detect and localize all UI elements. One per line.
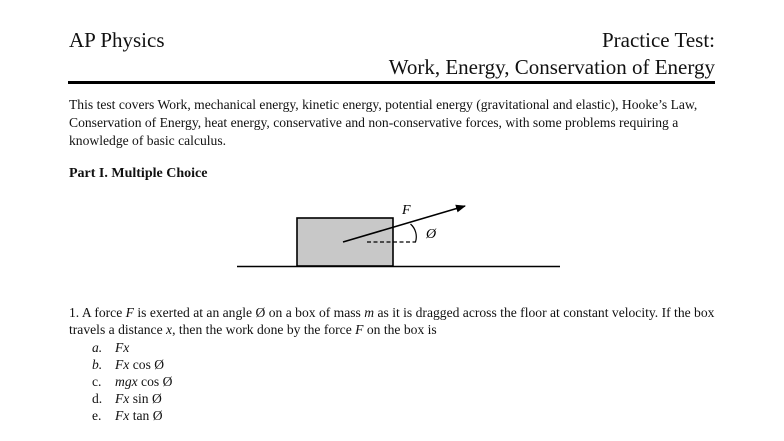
- test-title-line-2: Work, Energy, Conservation of Energy: [388, 55, 715, 79]
- part-heading: Part I. Multiple Choice: [69, 166, 208, 181]
- force-label: F: [402, 203, 411, 218]
- question-1-stem: 1. A force F is exerted at an angle Ø on a box of mass m as it is dragged across the floor at constant velocity. If the box travels a distance x, then the work done by the force F on the box is: [69, 305, 715, 337]
- course-name: AP Physics: [69, 28, 165, 52]
- intro-paragraph: This test covers Work, mechanical energy, kinetic energy, potential energy (gravitational and elastic), Hooke’s Law, Conservation of Energy, heat energy, conservative and non-conservative forces, with some problems requiring a knowledge of basic calculus.: [69, 97, 698, 148]
- question-number: 1.: [69, 305, 80, 320]
- angle-arc: [411, 224, 417, 242]
- angle-label: Ø: [426, 227, 437, 242]
- choice-e: e. Fx tan Ø: [92, 408, 163, 423]
- choice-d: d. Fx sin Ø: [92, 391, 162, 406]
- choice-b: b. Fx cos Ø: [92, 357, 165, 372]
- answer-choices: [92, 339, 172, 424]
- choice-a: a. Fx: [92, 340, 130, 355]
- choice-c: c. mgx cos Ø: [92, 374, 173, 389]
- test-title-line-1: Practice Test:: [601, 28, 715, 52]
